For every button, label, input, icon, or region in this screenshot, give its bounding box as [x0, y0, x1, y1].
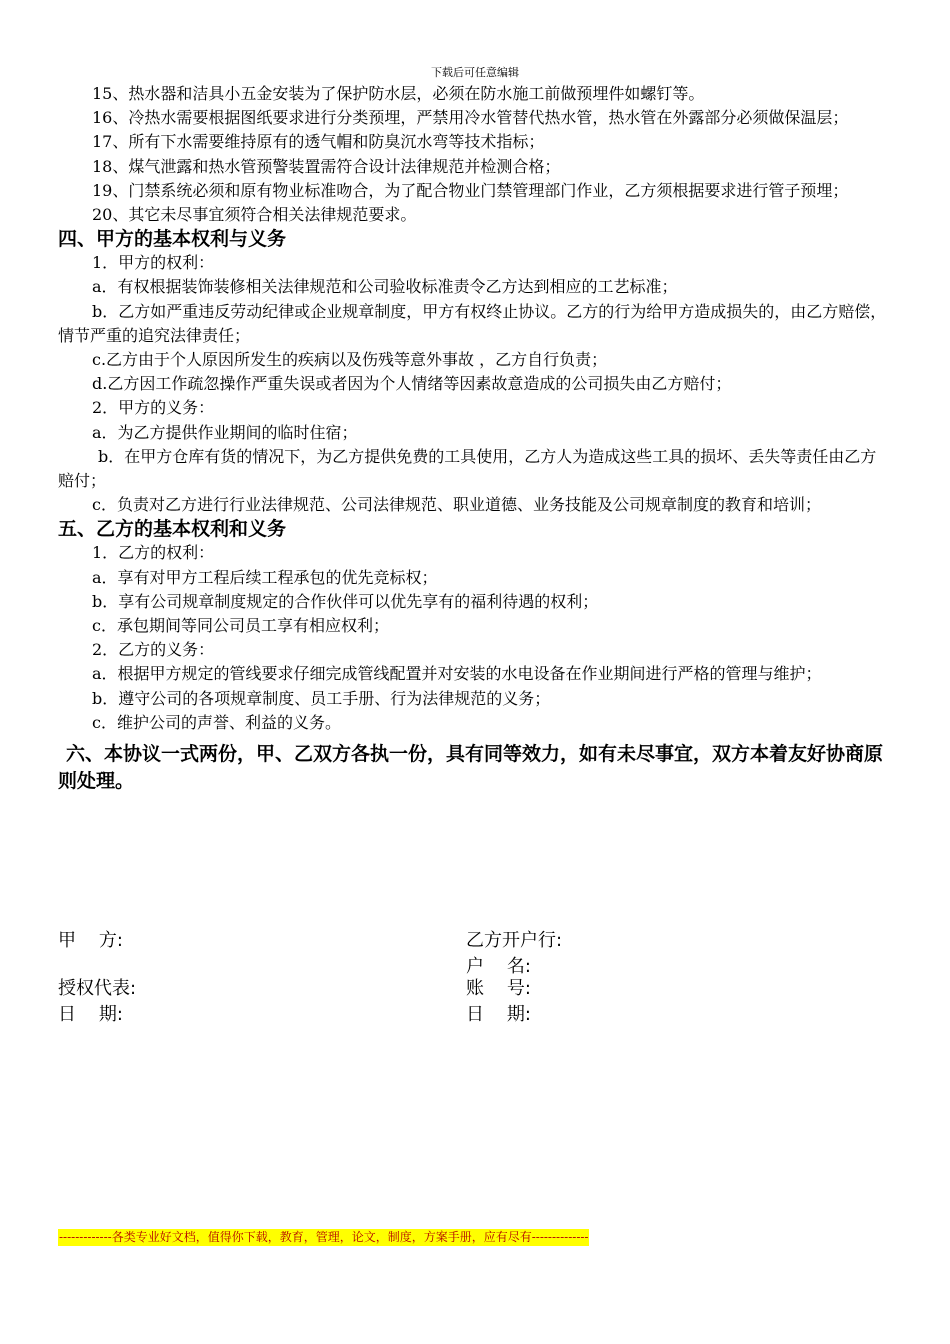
party-a-signature: [58, 928, 136, 1028]
representative-field: 授权代表:: [58, 978, 137, 999]
party-b-duty-c: c．维护公司的声誉、利益的义务。: [92, 712, 341, 732]
party-b-right-b: b．享有公司规章制度规定的合作伙伴可以优先享有的福利待遇的权利；: [92, 591, 599, 611]
party-a-right-a: a．有权根据装饰装修相关法律规范和公司验收标准责令乙方达到相应的工艺标准；: [92, 277, 678, 297]
party-a-duty-c: c．负责对乙方进行行业法律规范、公司法律规范、职业道德、业务技能及公司规章制度的教育和培训；: [92, 495, 821, 515]
party-a-duties-label: 2．甲方的义务：: [92, 398, 215, 418]
section-6-clause: 六、本协议一式两份，甲、乙双方各执一份，具有同等效力，如有未尽事宜，双方本着友好协商原则处理。: [58, 743, 884, 793]
party-a-right-b: b．乙方如严重违反劳动纪律或企业规章制度，甲方有权终止协议。乙方的行为给甲方造成损失的，由乙方赔偿，情节严重的追究法律责任；: [58, 301, 887, 345]
party-a-right-d: d.乙方因工作疏忽操作严重失误或者因为个人情绪等因素故意造成的公司损失由乙方赔付；: [92, 374, 732, 394]
clause-15: 15、热水器和洁具小五金安装为了保护防水层，必须在防水施工前做预埋件如螺钉等。: [92, 84, 705, 103]
party-a-right-c: c.乙方由于个人原因所发生的疾病以及伤残等意外事故 ，乙方自行负责；: [92, 350, 608, 370]
section-5-heading: 五、乙方的基本权利和义务: [58, 518, 287, 541]
footer-banner: -------------各类专业好文档，值得你下载，教育，管理，论文，制度，方案手册，应有尽有--------------: [59, 1230, 589, 1244]
clause-16: 16、冷热水需要根据图纸要求进行分类预埋，严禁用冷水管替代热水管，热水管在外露部分必须做保温层；: [92, 108, 849, 128]
account-name-field: 户 名:: [466, 956, 531, 977]
clause-17: 17、所有下水需要维持原有的透气帽和防臭沉水弯等技术指标；: [92, 132, 545, 152]
party-a-field: 甲 方:: [58, 930, 123, 951]
party-b-bank-info: [466, 928, 562, 1028]
clause-20: 20、其它未尽事宜须符合相关法律规范要求。: [92, 205, 417, 225]
party-a-duty-b: b．在甲方仓库有货的情况下，为乙方提供免费的工具使用，乙方人为造成这些工具的损坏、丢失等责任由乙方赔付；: [58, 446, 877, 491]
clause-18: 18、煤气泄露和热水管预警装置需符合设计法律规范并检测合格；: [92, 156, 561, 176]
bank-field: 乙方开户行:: [466, 930, 563, 951]
account-number-field: 账 号:: [466, 978, 531, 999]
party-b-duty-b: b．遵守公司的各项规章制度、员工手册、行为法律规范的义务；: [92, 688, 551, 708]
party-a-rights-label: 1．甲方的权利：: [92, 253, 215, 273]
party-b-rights-label: 1．乙方的权利：: [92, 543, 215, 563]
party-b-right-c: c．承包期间等同公司员工享有相应权利；: [92, 616, 389, 636]
section-4-heading: 四、甲方的基本权利与义务: [58, 228, 287, 251]
clause-19: 19、门禁系统必须和原有物业标准吻合，为了配合物业门禁管理部门作业，乙方须根据要求进行管子预埋；: [92, 180, 849, 200]
document-body: [58, 82, 892, 795]
party-a-spacer: [58, 954, 136, 976]
party-a-date-field: 日 期:: [58, 1004, 123, 1025]
party-b-duties-label: 2．乙方的义务：: [92, 640, 215, 660]
party-b-duty-a: a．根据甲方规定的管线要求仔细完成管线配置并对安装的水电设备在作业期间进行严格的管理与维护；: [92, 664, 822, 684]
party-a-duty-a: a．为乙方提供作业期间的临时住宿；: [92, 422, 358, 442]
header-note: 下载后可任意编辑: [431, 66, 519, 79]
party-b-date-field: 日 期:: [466, 1004, 531, 1025]
party-b-right-a: a．享有对甲方工程后续工程承包的优先竞标权；: [92, 567, 438, 587]
signature-block: [58, 928, 892, 1038]
